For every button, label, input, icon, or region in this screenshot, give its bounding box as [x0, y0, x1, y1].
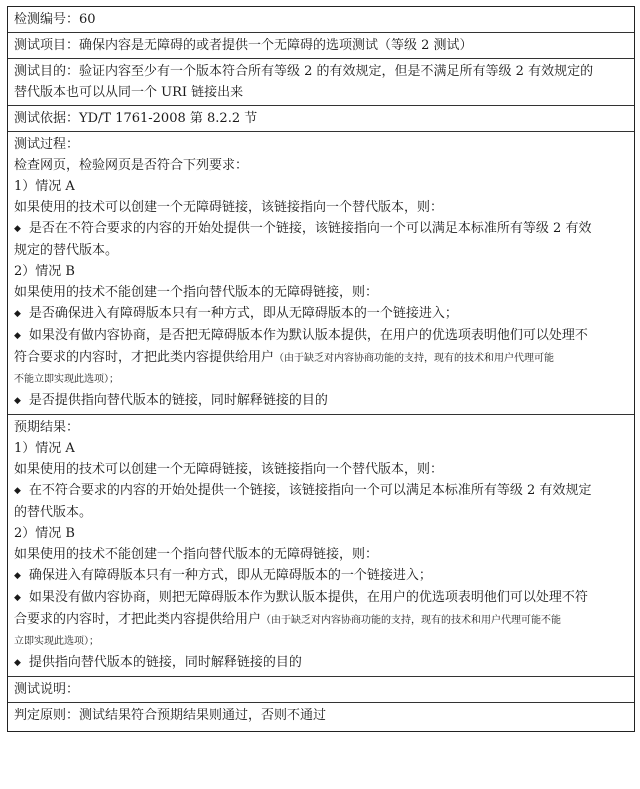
- test-id-row: [8, 7, 634, 33]
- test-basis: 测试依据：YD/T 1761-2008 第 8.2.2 节: [14, 111, 258, 126]
- expected-case-b-item-2-note: （由于缺乏对内容协商功能的支持，现有的技术和用户代理可能不能: [261, 615, 562, 626]
- expected-case-a-item-1-cont: 的替代版本。: [14, 505, 93, 520]
- test-item-row: [8, 33, 634, 59]
- procedure-case-b-condition: 如果使用的技术不能创建一个指向替代版本的无障碍链接，则：: [14, 285, 379, 300]
- expected-case-b-item-1: ◆ 确保进入有障碍版本只有一种方式，即从无障碍版本的一个链接进入；: [14, 565, 628, 587]
- procedure-case-b-item-2-note-cont: 不能立即实现此选项）；: [14, 374, 119, 385]
- procedure-case-a-condition: 如果使用的技术可以创建一个无障碍链接，该链接指向一个替代版本，则：: [14, 200, 444, 215]
- test-id: 检测编号：60: [14, 12, 96, 27]
- judgment: 判定原则：测试结果符合预期结果则通过，否则不通过: [14, 708, 327, 723]
- procedure-intro: 检查网页，检验网页是否符合下列要求：: [14, 158, 249, 173]
- procedure-case-b-item-3: ◆ 是否提供指向替代版本的链接，同时解释链接的目的: [14, 390, 628, 412]
- expected-case-b-item-2-note-cont: 立即实现此选项）；: [14, 636, 99, 647]
- expected-case-b-item-2-text: 合要求的内容时，才把此类内容提供给用户: [14, 612, 262, 627]
- test-procedure-row: [8, 132, 634, 415]
- test-purpose-line-1: 测试目的：验证内容至少有一个版本符合所有等级 2 的有效规定，但是不满足所有等级 2 有效规定的: [14, 64, 594, 79]
- test-notes-row: [8, 677, 634, 703]
- expected-case-b-item-3: ◆ 提供指向替代版本的链接，同时解释链接的目的: [14, 652, 628, 674]
- test-case-table: [7, 6, 635, 732]
- expected-case-b-item-2: ◆ 如果没有做内容协商，则把无障碍版本作为默认版本提供，在用户的优选项表明他们可以处理不符: [14, 587, 628, 609]
- expected-title: 预期结果：: [14, 420, 80, 435]
- procedure-case-b-item-2: ◆ 如果没有做内容协商，是否把无障碍版本作为默认版本提供，在用户的优选项表明他们可以处理不: [14, 325, 628, 347]
- expected-case-b-condition: 如果使用的技术不能创建一个指向替代版本的无障碍链接，则：: [14, 547, 379, 562]
- expected-case-b: 2）情况 B: [14, 526, 75, 541]
- expected-case-b-item-2-cont: [14, 609, 628, 631]
- procedure-case-a-item-1: ◆ 是否在不符合要求的内容的开始处提供一个链接，该链接指向一个可以满足本标准所有等级 2 有效: [14, 218, 628, 240]
- test-purpose-row: [8, 59, 634, 106]
- test-purpose-line-2: 替代版本也可以从同一个 URI 链接出来: [14, 85, 244, 100]
- test-notes: 测试说明：: [14, 682, 80, 697]
- procedure-title: 测试过程：: [14, 137, 80, 152]
- test-basis-row: [8, 106, 634, 132]
- procedure-case-b-item-2-text: 符合要求的内容时，才把此类内容提供给用户: [14, 350, 275, 365]
- procedure-case-a: 1）情况 A: [14, 179, 75, 194]
- procedure-case-b-item-2-cont: [14, 347, 628, 369]
- expected-result-row: [8, 415, 634, 677]
- procedure-case-a-item-1-cont: 规定的替代版本。: [14, 243, 119, 258]
- procedure-case-b-item-1: ◆ 是否确保进入有障碍版本只有一种方式，即从无障碍版本的一个链接进入；: [14, 303, 628, 325]
- procedure-case-b: 2）情况 B: [14, 264, 75, 279]
- expected-case-a-condition: 如果使用的技术可以创建一个无障碍链接，该链接指向一个替代版本，则：: [14, 462, 444, 477]
- test-item: 测试项目：确保内容是无障碍的或者提供一个无障碍的选项测试（等级 2 测试）: [14, 38, 473, 53]
- procedure-case-b-item-2-note: （由于缺乏对内容协商功能的支持，现有的技术和用户代理可能: [274, 353, 555, 364]
- expected-case-a: 1）情况 A: [14, 441, 75, 456]
- expected-case-a-item-1: ◆ 在不符合要求的内容的开始处提供一个链接，该链接指向一个可以满足本标准所有等级 2 有效规定: [14, 480, 628, 502]
- judgment-row: [8, 703, 634, 731]
